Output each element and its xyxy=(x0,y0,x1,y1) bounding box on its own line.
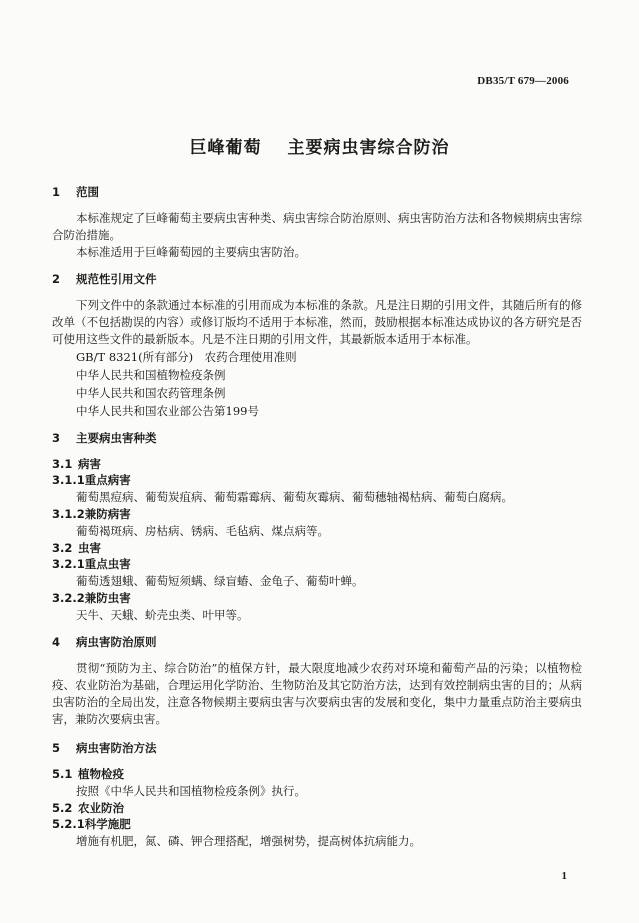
section-number: 4 xyxy=(52,635,61,649)
section-4-paragraph: 贯彻“预防为主、综合防治”的植保方针，最大限度地减少农药对环境和葡萄产品的污染；以植物检疫、农业防治为基础，合理运用化学防治、生物防治及其它防治方法，达到有效控制病虫害的目的；从病虫害防治的全局出发，注意各物候期主要病虫害与次要病虫害的发展和变化，集中力量重点防治主要病虫害，兼防次要病虫害。 xyxy=(52,661,582,726)
section-title: 虫害 xyxy=(78,541,101,555)
section-3-heading xyxy=(52,430,582,446)
section-number: 5.2 xyxy=(52,801,73,815)
section-number: 3.1 xyxy=(52,457,73,471)
section-3-1-1-heading xyxy=(52,472,582,488)
section-1-paragraph-2: 本标准适用于巨峰葡萄园的主要病虫害防治。 xyxy=(76,245,306,259)
section-2-heading xyxy=(52,271,582,287)
section-title: 重点病害 xyxy=(84,473,131,487)
section-title: 病虫害防治方法 xyxy=(76,741,157,755)
section-number: 3.2.1 xyxy=(52,557,85,571)
title-part2: 主要病虫害综合防治 xyxy=(287,138,450,158)
section-number: 5.2.1 xyxy=(52,817,85,831)
section-number: 3.2 xyxy=(52,541,73,555)
plant-quarantine-text: 按照《中华人民共和国植物检疫条例》执行。 xyxy=(76,784,306,798)
reference-item: GB/T 8321(所有部分) 农药合理使用准则 xyxy=(76,350,297,364)
standard-code: DB35/T 679—2006 xyxy=(477,75,569,87)
section-title: 规范性引用文件 xyxy=(76,272,157,286)
section-title: 病害 xyxy=(78,457,101,471)
section-number: 3.2.2 xyxy=(52,591,85,605)
section-4-heading xyxy=(52,634,582,650)
section-5-heading xyxy=(52,740,582,756)
section-number: 3.1.1 xyxy=(52,473,85,487)
section-3-1-heading xyxy=(52,456,582,472)
section-1-paragraph-1: 本标准规定了巨峰葡萄主要病虫害种类、病虫害综合防治原则、病虫害防治方法和各物候期病虫害综合防治措施。 xyxy=(52,211,582,242)
section-number: 3 xyxy=(52,431,61,445)
section-title: 病虫害防治原则 xyxy=(76,635,157,649)
section-3-2-heading xyxy=(52,540,582,556)
key-diseases-list: 葡萄黑痘病、葡萄炭疽病、葡萄霜霉病、葡萄灰霉病、葡萄穗轴褐枯病、葡萄白腐病。 xyxy=(76,490,513,504)
fertilization-text: 增施有机肥，氮、磷、钾合理搭配，增强树势，提高树体抗病能力。 xyxy=(76,834,421,848)
reference-item: 中华人民共和国植物检疫条例 xyxy=(76,368,226,382)
secondary-pests-list: 天牛、天蛾、蚧壳虫类、叶甲等。 xyxy=(76,608,249,622)
section-title: 重点虫害 xyxy=(84,557,131,571)
section-5-2-heading xyxy=(52,800,582,816)
title-part1: 巨峰葡萄 xyxy=(189,138,262,158)
section-3-2-1-heading xyxy=(52,556,582,572)
section-title: 主要病虫害种类 xyxy=(76,431,157,445)
section-1-heading xyxy=(52,184,582,200)
section-5-1-heading xyxy=(52,766,582,782)
reference-item: 中华人民共和国农药管理条例 xyxy=(76,386,226,400)
section-3-1-2-heading xyxy=(52,506,582,522)
section-title: 范围 xyxy=(76,185,99,199)
key-pests-list: 葡萄透翅蛾、葡萄短须螨、绿盲蝽、金龟子、葡萄叶蝉。 xyxy=(76,574,364,588)
section-5-2-1-heading xyxy=(52,816,582,832)
secondary-diseases-list: 葡萄褐斑病、房枯病、锈病、毛毡病、煤点病等。 xyxy=(76,524,329,538)
section-number: 5 xyxy=(52,741,61,755)
section-title: 农业防治 xyxy=(78,801,124,815)
section-title: 植物检疫 xyxy=(78,767,124,781)
reference-item: 中华人民共和国农业部公告第199号 xyxy=(76,404,259,418)
section-number: 1 xyxy=(52,185,61,199)
section-3-2-2-heading xyxy=(52,590,582,606)
section-2-paragraph: 下列文件中的条款通过本标准的引用而成为本标准的条款。凡是注日期的引用文件，其随后所有的修改单（不包括勘误的内容）或修订版均不适用于本标准，然而，鼓励根据本标准达成协议的各方研究是否可使用这些文件的最新版本。凡是不注日期的引用文件，其最新版本适用于本标准。 xyxy=(52,298,582,346)
section-title: 兼防虫害 xyxy=(84,591,131,605)
document-title xyxy=(0,133,639,158)
section-number: 5.1 xyxy=(52,767,73,781)
section-title: 兼防病害 xyxy=(84,507,131,521)
section-title: 科学施肥 xyxy=(84,817,131,831)
section-number: 2 xyxy=(52,272,61,286)
document-body xyxy=(52,184,582,850)
page-number: 1 xyxy=(561,870,567,882)
section-number: 3.1.2 xyxy=(52,507,85,521)
